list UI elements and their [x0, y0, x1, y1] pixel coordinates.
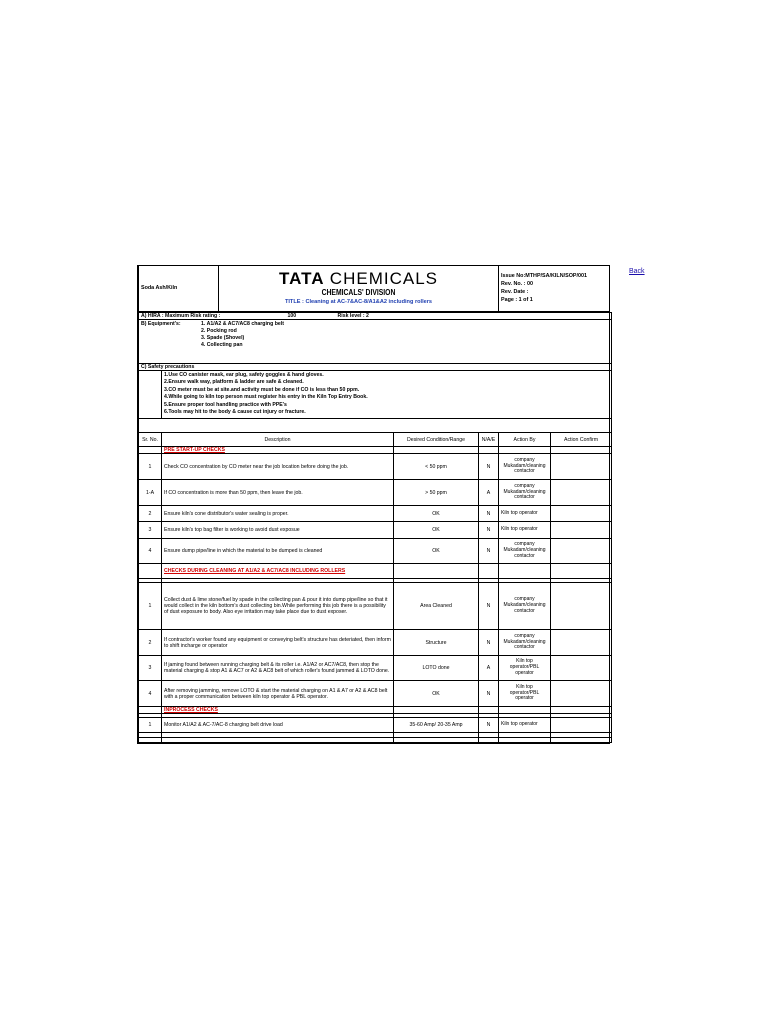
table-row: 3 If jaming found between running charging belt & its roller i.e. A1/A2 or AC7/AC8, then stop the material charging & stop A1 & AC7 or A2 & AC8 belt of which roller's found jammed & LOTO done. LOTO done A Kiln top operator/PBL operator [139, 656, 612, 681]
safety-list [162, 370, 612, 418]
action-confirm-cell[interactable] [551, 681, 612, 707]
table-row: 4 After removing jamming, remove LOTO & start the material charging on A1 & A7 or A2 & AC8 belt with a proper communication between kiln top operator & PBL operator. OK N Kiln top operator/PBL operator [139, 681, 612, 707]
equipment-label: B) Equipment's: [141, 320, 181, 327]
safety-item: 3.CO meter must be at site.and activity must be done if CO is less than 50 ppm. [164, 386, 360, 393]
safety-item: 4.While going to kiln top person must register his entry in the Kiln Top Entry Book. [164, 394, 368, 400]
col-description: Description [162, 433, 394, 447]
table-row: 2 If contractor's worker found any equipment or conveying belt's structure has deteriated, then inform to shift incharge or operator Structure N company Mukadam/cleaning contactor [139, 630, 612, 656]
action-confirm-cell[interactable] [551, 539, 612, 564]
equipment-item: 1. A1/A2 & AC7/AC8 charging belt [201, 320, 284, 327]
safety-label: C) Safety precautions [139, 363, 612, 370]
safety-item: 2.Ensure walk way, platform & ladder are safe & cleaned. [164, 379, 304, 385]
col-condition: Desired Condition/Range [394, 433, 479, 447]
section-header [139, 447, 612, 454]
equipment-item: 2. Pocking rod [201, 327, 237, 334]
document-title: TITLE : Cleaning at AC-7&AC-8/A1&A2 including rollers [284, 299, 433, 306]
hira-label: A) HIRA : Maximum Risk rating : [139, 312, 286, 319]
department-label: Soda Ash/Kiln [139, 266, 219, 311]
table-row: 1 Collect dust & lime stone/fuel by spade in the collecting pan & pour it into dump pipe/line so that it would collect in the kiln bottom's dust collecting bin.While performing this job there is a possibility of dust exposure to body. Also eye irritation may take place due to dust exposer. Area Cleaned N company Mukadam/cleaning contactor [139, 583, 612, 630]
action-confirm-cell[interactable] [551, 454, 612, 480]
safety-item: 6.Tools may hit to the body & cause cut injury or fracture. [164, 409, 306, 415]
sop-header-table [138, 266, 610, 312]
back-link[interactable]: Back [629, 268, 645, 275]
safety-item: 1.Use CO canister mask, ear plug, safety goggles & hand gloves. [164, 371, 324, 378]
sop-info-table [138, 312, 612, 419]
action-confirm-cell[interactable] [551, 522, 612, 539]
col-nae: N/A/E [479, 433, 499, 447]
issue-number: Issue No:MTHP/SA/KILN/SOP/001 [501, 273, 587, 280]
section-header [139, 707, 612, 714]
hira-rating: 100 [286, 312, 336, 319]
table-row: 4 Ensure dump pipe/line in which the material to be dumped is cleaned OK N company Mukadam/cleaning contactor [139, 539, 612, 564]
section-title: INPROCESS CHECKS [162, 707, 394, 714]
safety-item: 5.Ensure proper tool handling practice with PPE's [164, 401, 287, 408]
checklist-table [138, 419, 612, 744]
table-row: 1-A If CO concentration is more than 50 ppm, then leave the job. > 50 ppm A company Mukadam/cleaning contactor [139, 480, 612, 506]
tata-logo: TATA CHEMICALS [279, 269, 438, 289]
table-row: 1 Check CO concentration by CO meter near the job location before doing the job. < 50 ppm N company Mukadam/cleaning contactor [139, 454, 612, 480]
table-row: 1 Monitor A1/A2 & AC-7/AC-8 charging belt drive load 35-60 Amp/ 20-35 Amp N Kiln top operator [139, 718, 612, 733]
action-confirm-cell[interactable] [551, 718, 612, 733]
action-confirm-cell[interactable] [551, 583, 612, 630]
table-row: 3 Ensure kiln's top bag filter is working to avoid dust exposue OK N Kiln top operator [139, 522, 612, 539]
brand-block [219, 266, 499, 311]
col-sr: Sr. No. [139, 433, 162, 447]
risk-level: Risk level : 2 [336, 312, 612, 319]
table-row: 2 Ensure kiln's cone distributor's water sealing is proper. OK N Kiln top operator [139, 506, 612, 522]
equipment-item: 4. Collecting pan [201, 341, 243, 348]
col-action-by: Action By [499, 433, 551, 447]
section-title: CHECKS DURING CLEANING AT A1/A2 & AC7/AC8 INCLUDING ROLLERS [162, 564, 394, 579]
action-confirm-cell[interactable] [551, 480, 612, 506]
column-header-row [139, 433, 612, 447]
action-confirm-cell[interactable] [551, 630, 612, 656]
equipment-block [139, 319, 612, 363]
sop-sheet [137, 265, 610, 744]
document-meta [499, 266, 610, 311]
revision-number: Rev. No. : 00 [501, 281, 533, 288]
division-name: CHEMICALS' DIVISION [321, 288, 396, 298]
col-action-confirm: Action Confirm [551, 433, 612, 447]
action-confirm-cell[interactable] [551, 656, 612, 681]
page-number: Page : 1 of 1 [501, 297, 533, 304]
revision-date: Rev. Date : [501, 289, 529, 296]
equipment-item: 3. Spade (Shovel) [201, 334, 245, 341]
action-confirm-cell[interactable] [551, 506, 612, 522]
section-header [139, 564, 612, 579]
section-title: PRE START-UP CHECKS [162, 447, 394, 454]
